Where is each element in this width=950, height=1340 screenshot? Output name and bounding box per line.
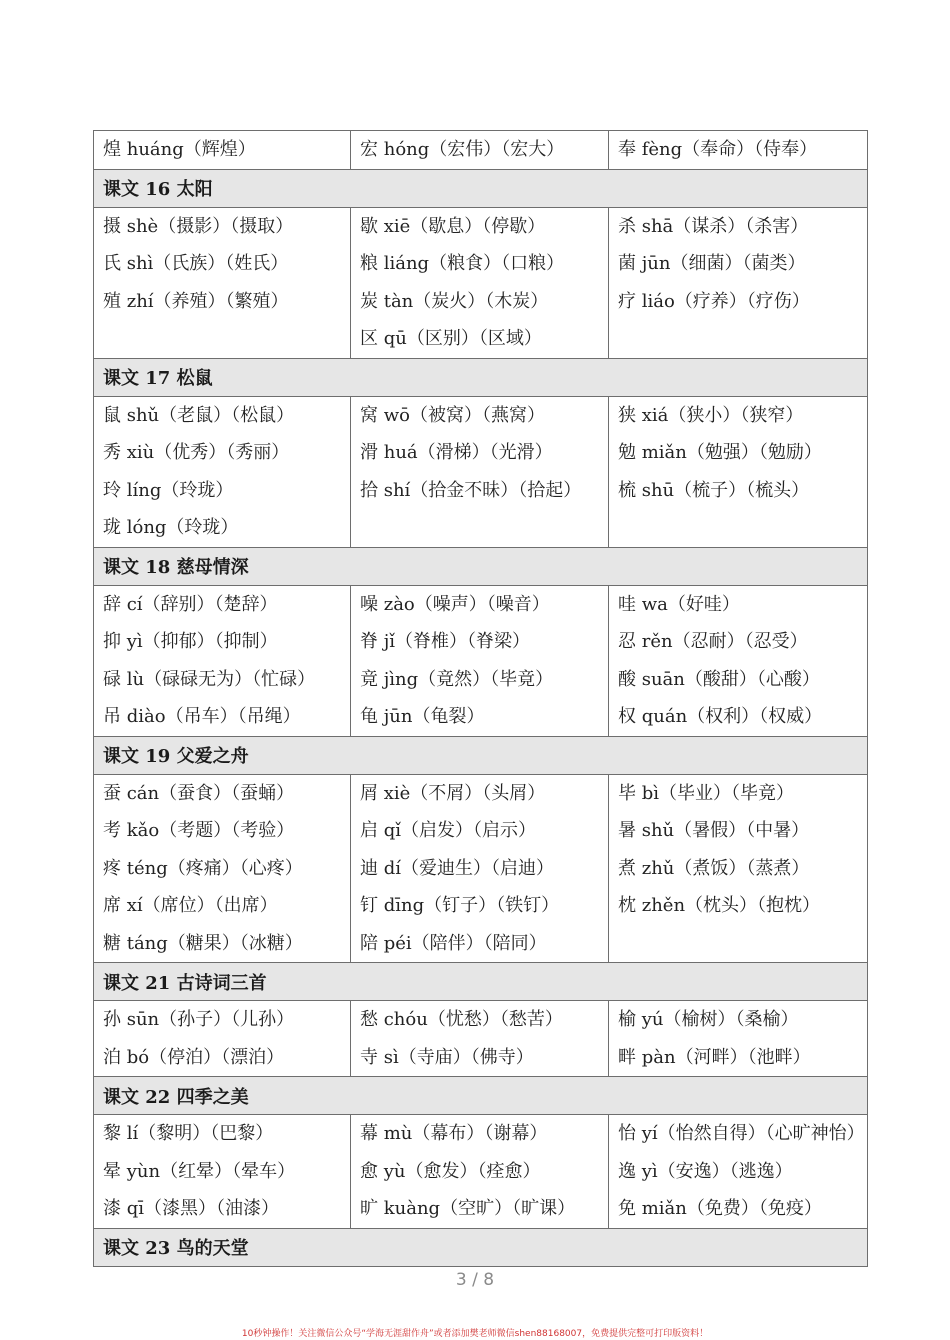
vocab-row bbox=[94, 774, 868, 963]
vocab-entry: 梳 shū（梳子）（梳头） bbox=[618, 479, 810, 501]
vocab-entry: 奉 fèng（奉命）（侍奉） bbox=[618, 139, 818, 160]
lesson-title: 课文 23 鸟的天堂 bbox=[94, 1228, 868, 1266]
vocab-entry: 狭 xiá（狭小）（狭窄） bbox=[618, 404, 804, 426]
lesson-title: 课文 21 古诗词三首 bbox=[94, 963, 868, 1001]
lesson-header-row bbox=[94, 736, 868, 774]
vocab-entry: 摄 shè（摄影）（摄取） bbox=[103, 215, 294, 237]
vocab-column-1 bbox=[94, 774, 351, 963]
vocab-entry: 屑 xiè（不屑）（头屑） bbox=[360, 782, 546, 804]
vocab-entry: 滑 huá（滑梯）（光滑） bbox=[360, 442, 553, 463]
vocab-row bbox=[94, 396, 868, 547]
vocab-entry: 晕 yùn（红晕）（晕车） bbox=[103, 1160, 296, 1182]
vocab-row bbox=[94, 131, 868, 170]
vocab-entry: 拾 shí（拾金不昧）（拾起） bbox=[360, 479, 582, 501]
vocab-entry: 玲 líng（玲珑） bbox=[103, 479, 234, 501]
vocab-entry: 糖 táng（糖果）（冰糖） bbox=[103, 932, 303, 954]
lesson-title: 课文 19 父爱之舟 bbox=[94, 736, 868, 774]
vocab-entry: 菌 jūn（细菌）（菌类） bbox=[618, 253, 806, 274]
lesson-header-row bbox=[94, 169, 868, 207]
vocab-entry: 愈 yù（愈发）（痊愈） bbox=[360, 1160, 541, 1182]
lesson-title: 课文 17 松鼠 bbox=[94, 358, 868, 396]
lesson-title: 课文 22 四季之美 bbox=[94, 1077, 868, 1115]
vocab-entry: 区 qū（区别）（区域） bbox=[360, 328, 542, 349]
vocab-row bbox=[94, 207, 868, 358]
vocab-entry: 枕 zhěn（枕头）（抱枕） bbox=[618, 895, 821, 916]
vocab-entry: 幕 mù（幕布）（谢幕） bbox=[360, 1123, 548, 1144]
vocab-column-1 bbox=[94, 396, 351, 547]
vocab-entry: 酸 suān（酸甜）（心酸） bbox=[618, 668, 820, 690]
vocab-entry: 权 quán（权利）（权威） bbox=[618, 706, 823, 727]
vocab-entry: 陪 péi（陪伴）（陪同） bbox=[360, 932, 547, 954]
vocab-entry: 鼠 shǔ（老鼠）（松鼠） bbox=[103, 404, 295, 426]
vocab-entry: 杀 shā（谋杀）（杀害） bbox=[618, 215, 809, 237]
lesson-header-row bbox=[94, 547, 868, 585]
vocab-column-1 bbox=[94, 1115, 351, 1229]
footer-promo-note: 10秒钟操作！关注微信公众号“学海无涯甜作舟”或者添加樊老师微信shen88168007，免费提供完整可打印版资料！ bbox=[241, 1329, 709, 1339]
vocab-entry: 迪 dí（爱迪生）（启迪） bbox=[360, 857, 554, 879]
vocab-entry: 辞 cí（辞别）（楚辞） bbox=[103, 593, 278, 615]
vocabulary-table-body bbox=[94, 131, 868, 1267]
vocab-entry: 抑 yì（抑郁）（抑制） bbox=[103, 631, 278, 652]
vocab-entry: 启 qǐ（启发）（启示） bbox=[360, 820, 537, 841]
vocab-row bbox=[94, 1001, 868, 1077]
lesson-header-row bbox=[94, 963, 868, 1001]
vocab-entry: 榆 yú（榆树）（桑榆） bbox=[618, 1009, 799, 1030]
vocab-entry: 吊 diào（吊车）（吊绳） bbox=[103, 706, 301, 727]
vocab-entry: 哇 wa（好哇） bbox=[618, 593, 740, 615]
vocab-entry: 愁 chóu（忧愁）（愁苦） bbox=[360, 1009, 563, 1030]
vocab-entry: 席 xí（席位）（出席） bbox=[103, 895, 278, 916]
vocab-entry: 竟 jìng（竟然）（毕竟） bbox=[360, 668, 554, 690]
lesson-header-row bbox=[94, 1228, 868, 1266]
vocab-entry: 窝 wō（被窝）（燕窝） bbox=[360, 404, 545, 426]
vocab-entry: 氏 shì（氏族）（姓氏） bbox=[103, 253, 289, 274]
vocab-row bbox=[94, 1115, 868, 1229]
vocab-column-3 bbox=[609, 774, 868, 963]
vocab-entry: 畔 pàn（河畔）（池畔） bbox=[618, 1046, 811, 1068]
vocab-entry: 脊 jǐ（脊椎）（脊梁） bbox=[360, 631, 531, 652]
vocab-entry: 炭 tàn（炭火）（木炭） bbox=[360, 290, 549, 312]
vocab-entry: 黎 lí（黎明）（巴黎） bbox=[103, 1123, 274, 1144]
vocab-entry: 粮 liáng（粮食）（口粮） bbox=[360, 253, 565, 274]
vocab-entry: 歇 xiē（歇息）（停歇） bbox=[360, 215, 546, 237]
vocab-entry: 勉 miǎn（勉强）（勉励） bbox=[618, 442, 822, 463]
vocab-column-1 bbox=[94, 585, 351, 736]
vocab-entry: 怡 yí（怡然自得）（心旷神怡） bbox=[618, 1123, 865, 1144]
vocab-entry: 宏 hóng（宏伟）（宏大） bbox=[360, 139, 565, 160]
vocab-column-3 bbox=[609, 1001, 868, 1077]
vocab-entry: 疼 téng（疼痛）（心疼） bbox=[103, 857, 303, 879]
vocab-entry: 免 miǎn（免费）（免疫） bbox=[618, 1198, 822, 1219]
vocab-entry: 噪 zào（噪声）（噪音） bbox=[360, 593, 550, 615]
vocab-entry: 碌 lù（碌碌无为）（忙碌） bbox=[103, 668, 316, 690]
vocab-column-1 bbox=[94, 1001, 351, 1077]
vocab-column-3 bbox=[609, 207, 868, 358]
vocab-column-3 bbox=[609, 396, 868, 547]
lesson-title: 课文 16 太阳 bbox=[94, 169, 868, 207]
vocab-column-2 bbox=[351, 1115, 609, 1229]
vocab-entry: 殖 zhí（养殖）（繁殖） bbox=[103, 290, 289, 312]
vocab-column-2 bbox=[351, 131, 609, 170]
vocab-entry: 钉 dīng（钉子）（铁钉） bbox=[360, 895, 560, 916]
vocab-entry: 龟 jūn（龟裂） bbox=[360, 706, 485, 727]
vocab-row bbox=[94, 585, 868, 736]
vocab-entry: 蚕 cán（蚕食）（蚕蛹） bbox=[103, 782, 295, 804]
vocab-column-3 bbox=[609, 585, 868, 736]
lesson-header-row bbox=[94, 1077, 868, 1115]
vocab-entry: 珑 lóng（玲珑） bbox=[103, 517, 239, 538]
vocab-entry: 毕 bì（毕业）（毕竟） bbox=[618, 782, 795, 804]
vocab-entry: 孙 sūn（孙子）（儿孙） bbox=[103, 1009, 295, 1030]
vocab-column-2 bbox=[351, 774, 609, 963]
vocab-entry: 考 kǎo（考题）（考验） bbox=[103, 820, 295, 841]
vocab-column-3 bbox=[609, 131, 868, 170]
vocab-entry: 暑 shǔ（暑假）（中暑） bbox=[618, 820, 810, 841]
vocab-entry: 寺 sì（寺庙）（佛寺） bbox=[360, 1046, 534, 1068]
vocab-entry: 煮 zhǔ（煮饭）（蒸煮） bbox=[618, 857, 810, 879]
vocab-entry: 疗 liáo（疗养）（疗伤） bbox=[618, 290, 810, 312]
vocab-entry: 忍 rěn（忍耐）（忍受） bbox=[618, 631, 808, 652]
page-number: 3 / 8 bbox=[455, 1270, 495, 1290]
vocab-column-2 bbox=[351, 1001, 609, 1077]
vocab-entry: 秀 xiù（优秀）（秀丽） bbox=[103, 442, 290, 463]
vocab-entry: 逸 yì（安逸）（逃逸） bbox=[618, 1160, 793, 1182]
vocab-entry: 漆 qī（漆黑）（油漆） bbox=[103, 1198, 280, 1219]
vocab-entry: 旷 kuàng（空旷）（旷课） bbox=[360, 1198, 576, 1219]
lesson-header-row bbox=[94, 358, 868, 396]
vocab-column-2 bbox=[351, 207, 609, 358]
vocab-entry: 泊 bó（停泊）（漂泊） bbox=[103, 1046, 285, 1068]
lesson-title: 课文 18 慈母情深 bbox=[94, 547, 868, 585]
vocabulary-table bbox=[93, 130, 868, 1267]
vocab-column-1 bbox=[94, 131, 351, 170]
vocab-entry: 煌 huáng（辉煌） bbox=[103, 139, 256, 160]
vocab-column-1 bbox=[94, 207, 351, 358]
vocab-column-2 bbox=[351, 396, 609, 547]
vocab-column-3 bbox=[609, 1115, 868, 1229]
vocab-column-2 bbox=[351, 585, 609, 736]
